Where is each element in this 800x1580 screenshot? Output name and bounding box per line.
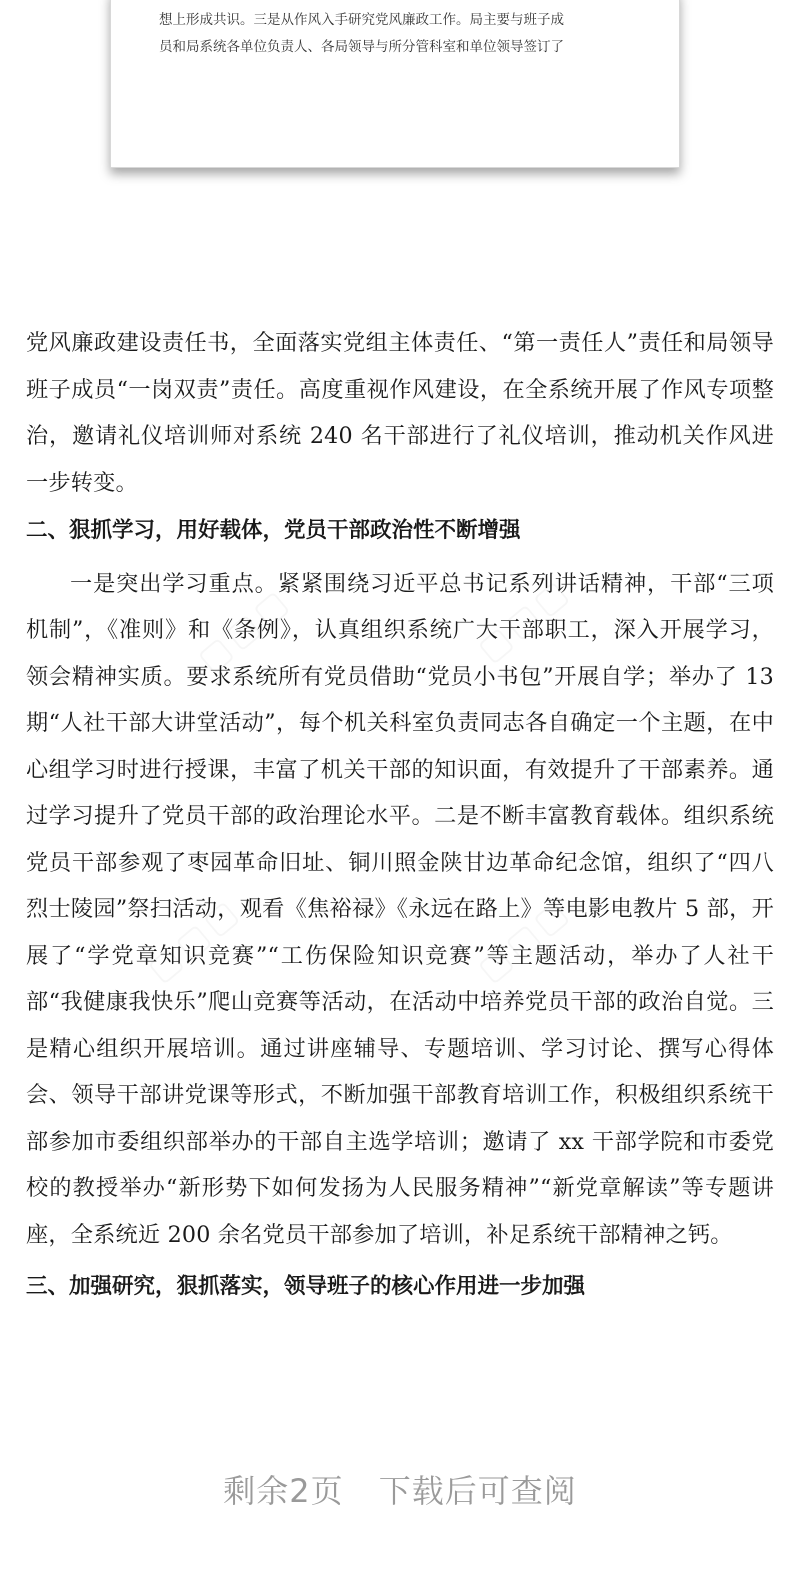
download-to-view-text: 下载后可查阅 <box>378 1472 577 1510</box>
section-heading: 二、狠抓学习，用好载体，党员干部政治性不断增强 <box>26 518 521 543</box>
paragraph: 党风廉政建设责任书，全面落实党组主体责任、“第一责任人”责任和局领导班子成员“一岗双责”责任。高度重视作风建设，在全系统开展了作风专项整治，邀请礼仪培训师对系统 240 名干部进行了礼仪培训，推动机关作风进一步转变。 <box>26 330 774 496</box>
paragraph: 一是突出学习重点。紧紧围绕习近平总书记系列讲话精神，干部“三项机制”，《准则》和《条例》，认真组织系统广大干部职工，深入开展学习，领会精神实质。要求系统所有党员借助“党员小书包”开展自学；举办了 13 期“人社干部大讲堂活动”，每个机关科室负责同志各自确定一个主题，在中心组学习时进行授课，丰富了机关干部的知识面，有效提升了干部素养。通过学习提升了党员干部的政治理论水平。二是不断丰富教育载体。组织系统党员干部参观了枣园革命旧址、铜川照金陕甘边革命纪念馆，组织了“四八烈士陵园”祭扫活动，观看《焦裕禄》《永远在路上》等电影电教片 5 部，开展了“学党章知识竞赛”“工伤保险知识竞赛”等主题活动，举办了人社干部“我健康我快乐”爬山竞赛等活动，在活动中培养党员干部的政治自觉。三是精心组织开展培训。通过讲座辅导、专题培训、学习讨论、撰写心得体会、领导干部讲党课等形式，不断加强干部教育培训工作，积极组织系统干部参加市委组织部举办的干部自主选学培训；邀请了 xx 干部学院和市委党校的教授举办“新形势下如何发扬为人民服务精神”“新党章解读”等专题讲座，全系统近 200 余名党员干部参加了培训，补足系统干部精神之钙。 <box>26 570 774 1248</box>
preview-line: 员和局系统各单位负责人、各局领导与所分管科室和单位领导签订了 <box>159 39 564 55</box>
preview-line: 想上形成共识。三是从作风入手研究党风廉政工作。局主要与班子成 <box>159 12 564 28</box>
section-heading: 三、加强研究，狠抓落实，领导班子的核心作用进一步加强 <box>26 1274 586 1299</box>
preview-page-text <box>159 0 641 61</box>
download-prompt[interactable] <box>0 1466 800 1512</box>
remaining-pages-text: 剩余2页 <box>223 1472 344 1510</box>
preview-line <box>159 0 641 7</box>
document-body <box>26 320 774 1311</box>
preview-page-card <box>110 0 680 168</box>
